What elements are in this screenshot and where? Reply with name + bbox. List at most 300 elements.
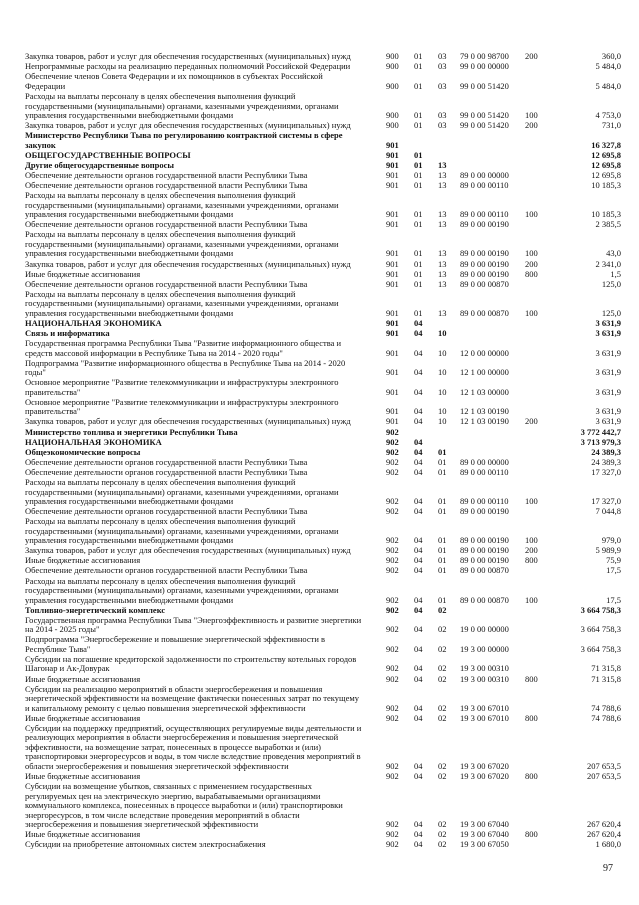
section-code: 01	[414, 80, 423, 91]
subsection-code: 10	[438, 367, 447, 378]
subsection-code: 10	[438, 327, 447, 338]
subsection-code: 02	[438, 770, 447, 781]
budget-row	[25, 605, 622, 615]
target-article-code: 19 3 00 67020	[460, 770, 509, 781]
target-article-code: 19 3 00 00310	[460, 663, 509, 674]
amount: 5 484,0	[595, 80, 621, 91]
expense-type-code: 800	[525, 712, 538, 723]
expense-type-code	[520, 279, 556, 289]
amount: 125,0	[601, 278, 621, 289]
expense-name: Государственная программа Республики Тыва "Развитие информационного общества и средств массовой информации в Республике Тыва на 2014 - 2020 годы"	[25, 338, 342, 358]
subsection-code: 03	[438, 80, 447, 91]
target-article-code: 19 3 00 67040	[460, 819, 509, 830]
subsection-code: 10	[438, 416, 447, 427]
ministry-code: 901	[386, 248, 399, 259]
subsection-code: 13	[438, 307, 447, 318]
budget-row	[25, 615, 622, 635]
ministry-code: 902	[386, 819, 399, 830]
ministry-code: 902	[386, 496, 399, 507]
target-article-code	[456, 437, 520, 447]
target-article-code: 19 3 00 67010	[460, 702, 509, 713]
section-code	[410, 131, 434, 151]
target-article-code: 89 0 00 00190	[460, 535, 509, 546]
expense-type-code: 800	[525, 268, 538, 279]
ministry-code: 901	[386, 180, 399, 191]
expense-type-code	[520, 339, 556, 359]
budget-row	[25, 684, 622, 713]
expense-name: Субсидии на поддержку предприятий, осуществляющих регулируемые виды деятельности и реализующих мероприятия в области энергосбережения и повышения энергетической эффективности, на возмещение затрат, понесенных в процессе выработки и (или) транспортировки энергоресурсов и воды, в том числе вследствие проведения мероприятий в области энергосбережения и повышения энергетической эффективности	[25, 722, 362, 771]
section-code: 04	[414, 406, 423, 417]
amount: 3 631,9	[595, 416, 621, 427]
section-code: 01	[414, 159, 423, 170]
section-code: 04	[414, 545, 423, 556]
amount: 17,5	[606, 594, 621, 605]
amount: 3 713 979,3	[580, 436, 621, 447]
expense-type-code	[520, 782, 556, 830]
ministry-code: 901	[386, 367, 399, 378]
expense-type-code: 100	[525, 110, 538, 121]
amount: 71 315,8	[591, 663, 621, 674]
ministry-code: 901	[386, 170, 399, 181]
ministry-code: 902	[386, 565, 399, 576]
target-article-code: 89 0 00 00870	[460, 278, 509, 289]
ministry-code: 902	[386, 436, 399, 447]
target-article-code: 89 0 00 00870	[460, 307, 509, 318]
subsection-code: 13	[438, 268, 447, 279]
expense-name: Топливно-энергетический комплекс	[25, 604, 166, 615]
section-code: 01	[414, 51, 423, 62]
ministry-code: 902	[386, 770, 399, 781]
expense-name: НАЦИОНАЛЬНАЯ ЭКОНОМИКА	[25, 317, 162, 328]
expense-name: Расходы на выплаты персоналу в целях обеспечения выполнения функций государственными (муниципальными) органами, казенными учреждениями, органами управления государственными внебюджетными фондами	[25, 516, 339, 546]
amount: 207 653,5	[587, 760, 621, 771]
target-article-code: 89 0 00 00000	[460, 456, 509, 467]
expense-name: Иные бюджетные ассигнования	[25, 673, 141, 684]
amount: 3 631,9	[595, 386, 621, 397]
amount: 4 753,0	[595, 110, 621, 121]
expense-name: Расходы на выплаты персоналу в целях обеспечения выполнения функций государственными (муниципальными) органами, казенными учреждениями, органами управления государственными внебюджетными фондами	[25, 477, 339, 507]
budget-row	[25, 417, 622, 427]
budget-row	[25, 674, 622, 684]
amount: 74 788,6	[591, 702, 621, 713]
expense-type-code: 200	[525, 416, 538, 427]
section-code: 04	[414, 673, 423, 684]
ministry-code: 901	[386, 219, 399, 230]
amount: 207 653,5	[587, 770, 621, 781]
ministry-code: 902	[386, 839, 399, 850]
expense-name: Обеспечение деятельности органов государственной власти Республики Тыва	[25, 180, 308, 191]
expense-name: Другие общегосударственные вопросы	[25, 159, 175, 170]
expense-name: Иные бюджетные ассигнования	[25, 712, 141, 723]
amount: 17,5	[606, 565, 621, 576]
expense-type-code: 100	[525, 307, 538, 318]
target-article-code: 79 0 00 98700	[460, 51, 509, 62]
section-code: 04	[414, 446, 423, 457]
target-article-code: 99 0 00 51420	[460, 110, 509, 121]
expense-type-code	[520, 131, 556, 151]
amount: 3 631,9	[595, 317, 621, 328]
subsection-code: 13	[438, 248, 447, 259]
expense-type-code: 100	[525, 209, 538, 220]
ministry-code: 900	[386, 120, 399, 131]
expense-name: Связь и информатика	[25, 327, 110, 338]
subsection-code: 01	[438, 545, 447, 556]
expense-name: Основное мероприятие "Развитие телекоммуникации и инфраструктуры электронного правительства"	[25, 377, 339, 397]
subsection-code: 02	[438, 829, 447, 840]
expense-name: Иные бюджетные ассигнования	[25, 268, 141, 279]
target-article-code: 99 0 00 51420	[460, 80, 509, 91]
ministry-code: 901	[386, 159, 399, 170]
section-code: 04	[414, 760, 423, 771]
ministry-code: 902	[386, 466, 399, 477]
expense-type-code: 800	[525, 555, 538, 566]
subsection-code: 01	[438, 535, 447, 546]
expense-name: Закупка товаров, работ и услуг для обеспечения государственных (муниципальных) нужд	[25, 120, 351, 131]
section-code: 01	[414, 209, 423, 220]
subsection-code: 02	[438, 624, 447, 635]
budget-row	[25, 437, 622, 447]
target-article-code: 12 1 03 00190	[460, 406, 509, 417]
ministry-code: 900	[386, 110, 399, 121]
section-code: 04	[414, 506, 423, 517]
expense-name: Расходы на выплаты персоналу в целях обеспечения выполнения функций государственными (муниципальными) органами, казенными учреждениями, органами управления государственными внебюджетными фондами	[25, 288, 339, 318]
target-article-code: 12 0 00 00000	[460, 347, 509, 358]
amount: 12 695,8	[591, 149, 621, 160]
amount: 17 327,0	[591, 466, 621, 477]
amount: 731,0	[601, 120, 621, 131]
expense-name: Обеспечение деятельности органов государственной власти Республики Тыва	[25, 506, 308, 517]
expense-name: Общеэкономические вопросы	[25, 446, 141, 457]
amount: 3 664 758,3	[580, 624, 621, 635]
subsection-code: 13	[438, 278, 447, 289]
ministry-code: 901	[386, 347, 399, 358]
section-code: 01	[414, 219, 423, 230]
expense-name: Обеспечение деятельности органов государственной власти Республики Тыва	[25, 219, 308, 230]
expense-type-code	[520, 458, 556, 468]
expense-type-code	[520, 566, 556, 576]
target-article-code	[456, 605, 520, 615]
subsection-code: 01	[438, 565, 447, 576]
section-code: 01	[414, 268, 423, 279]
expense-type-code: 100	[525, 594, 538, 605]
section-code: 01	[414, 258, 423, 269]
target-article-code: 19 3 00 00310	[460, 673, 509, 684]
expense-name: Субсидии на реализацию мероприятий в области энергосбережения и повышения энергетической эффективности на возмещение фактически понесенных затрат по текущему и капитальному ремонту с целью повышения энергетической эффективности	[25, 683, 359, 713]
subsection-code: 01	[438, 496, 447, 507]
expense-type-code	[520, 72, 556, 92]
ministry-code: 900	[386, 80, 399, 91]
section-code: 04	[414, 839, 423, 850]
budget-row	[25, 427, 622, 437]
expense-name: Непрограммные расходы на реализацию переданных полномочий Российской Федерации	[25, 61, 351, 72]
target-article-code	[456, 151, 520, 161]
amount: 2 385,5	[595, 219, 621, 230]
budget-row	[25, 655, 622, 675]
expense-name: Обеспечение деятельности органов государственной власти Республики Тыва	[25, 278, 308, 289]
section-code: 01	[414, 180, 423, 191]
expense-name: Министерство Республики Тыва по регулированию контрактной системы в сфере закупок	[25, 130, 343, 150]
subsection-code	[434, 131, 456, 151]
amount: 75,9	[606, 555, 621, 566]
subsection-code: 13	[438, 258, 447, 269]
amount: 24 389,3	[591, 456, 621, 467]
section-code: 04	[414, 565, 423, 576]
subsection-code: 10	[438, 406, 447, 417]
expense-type-code	[520, 161, 556, 171]
amount: 3 631,9	[595, 406, 621, 417]
subsection-code: 01	[438, 466, 447, 477]
target-article-code: 89 0 00 00190	[460, 258, 509, 269]
expense-name: Субсидии на погашение кредиторской задолженности по строительству котельных городов Шагонар и Ак-Довурак	[25, 653, 357, 674]
section-code: 01	[414, 120, 423, 131]
subsection-code: 02	[438, 663, 447, 674]
amount: 979,0	[601, 535, 621, 546]
subsection-code: 02	[438, 673, 447, 684]
section-code: 04	[414, 386, 423, 397]
budget-row	[25, 478, 622, 507]
expense-name: Закупка товаров, работ и услуг для обеспечения государственных (муниципальных) нужд	[25, 258, 351, 269]
section-code: 04	[414, 770, 423, 781]
amount: 12 695,8	[591, 170, 621, 181]
budget-row	[25, 398, 622, 418]
target-article-code	[456, 427, 520, 437]
subsection-code: 02	[438, 702, 447, 713]
ministry-code: 902	[386, 702, 399, 713]
expense-type-code	[520, 655, 556, 675]
target-article-code: 89 0 00 00190	[460, 555, 509, 566]
target-article-code: 12 1 03 00000	[460, 386, 509, 397]
subsection-code	[434, 437, 456, 447]
expense-name: Обеспечение деятельности органов государственной власти Республики Тыва	[25, 466, 308, 477]
expense-type-code	[520, 635, 556, 655]
budget-row	[25, 635, 622, 655]
ministry-code: 902	[386, 663, 399, 674]
section-code: 04	[414, 819, 423, 830]
section-code: 04	[414, 317, 423, 328]
section-code: 01	[414, 278, 423, 289]
ministry-code: 900	[386, 51, 399, 62]
section-code: 04	[414, 416, 423, 427]
amount: 1,5	[610, 268, 621, 279]
expense-type-code	[520, 507, 556, 517]
target-article-code: 19 0 00 00000	[460, 624, 509, 635]
subsection-code: 01	[438, 456, 447, 467]
budget-row	[25, 517, 622, 546]
budget-row	[25, 131, 622, 151]
section-code: 04	[414, 535, 423, 546]
expense-name: Основное мероприятие "Развитие телекоммуникации и инфраструктуры электронного правительства"	[25, 396, 339, 417]
amount: 10 185,3	[591, 180, 621, 191]
ministry-code: 902	[386, 673, 399, 684]
expense-type-code	[520, 329, 556, 339]
expense-type-code: 100	[525, 535, 538, 546]
ministry-code: 902	[386, 594, 399, 605]
amount: 74 788,6	[591, 712, 621, 723]
amount: 7 044,8	[595, 506, 621, 517]
budget-row	[25, 290, 622, 319]
expense-name: Подпрограмма "Развитие информационного общества в Республике Тыва на 2014 - 2020 годы"	[25, 357, 346, 378]
section-code: 04	[414, 555, 423, 566]
ministry-code: 902	[386, 506, 399, 517]
expense-type-code	[520, 181, 556, 191]
target-article-code: 19 3 00 67020	[460, 760, 509, 771]
target-article-code: 89 0 00 00870	[460, 594, 509, 605]
section-code: 04	[414, 712, 423, 723]
ministry-code: 902	[386, 446, 399, 457]
amount: 5 989,9	[595, 545, 621, 556]
ministry-code: 901	[386, 416, 399, 427]
budget-row	[25, 92, 622, 121]
amount: 24 389,3	[591, 446, 621, 457]
ministry-code: 902	[386, 555, 399, 566]
target-article-code: 89 0 00 00110	[460, 496, 509, 507]
expense-name: Закупка товаров, работ и услуг для обеспечения государственных (муниципальных) нужд	[25, 416, 351, 427]
target-article-code: 89 0 00 00190	[460, 506, 509, 517]
subsection-code: 03	[438, 51, 447, 62]
section-code: 01	[414, 248, 423, 259]
amount: 267 620,4	[587, 829, 621, 840]
target-article-code: 89 0 00 00110	[460, 466, 509, 477]
expense-name: Государственная программа Республики Тыва "Энергоэффективность и развитие энергетики на 2014 - 2025 годы"	[25, 614, 362, 635]
target-article-code: 19 3 00 00000	[460, 643, 509, 654]
budget-row	[25, 339, 622, 359]
expense-type-code: 200	[525, 120, 538, 131]
ministry-code: 901	[386, 258, 399, 269]
ministry-code: 902	[386, 760, 399, 771]
ministry-code: 901	[386, 139, 399, 150]
expense-type-code	[520, 319, 556, 329]
expense-name: Министерство топлива и энергетики Республики Тыва	[25, 426, 238, 437]
budget-row	[25, 782, 622, 830]
target-article-code: 89 0 00 00190	[460, 545, 509, 556]
expense-name: Расходы на выплаты персоналу в целях обеспечения выполнения функций государственными (муниципальными) органами, казенными учреждениями, органами управления государственными внебюджетными фондами	[25, 575, 339, 605]
ministry-code: 901	[386, 406, 399, 417]
section-code: 04	[414, 643, 423, 654]
section-code: 04	[414, 604, 423, 615]
section-code: 04	[414, 456, 423, 467]
target-article-code: 19 3 00 67050	[460, 839, 509, 850]
target-article-code: 89 0 00 00000	[460, 170, 509, 181]
expense-type-code: 200	[525, 258, 538, 269]
expense-name: Подпрограмма "Энергосбережение и повышение энергетической эффективности в Республике Тыва"	[25, 634, 326, 654]
target-article-code: 19 3 00 67010	[460, 712, 509, 723]
subsection-code: 03	[438, 110, 447, 121]
section-code: 01	[414, 61, 423, 72]
amount: 3 631,9	[595, 327, 621, 338]
budget-row	[25, 840, 622, 850]
section-code: 01	[414, 110, 423, 121]
ministry-code: 902	[386, 426, 399, 437]
ministry-code: 901	[386, 278, 399, 289]
expense-type-code	[520, 615, 556, 635]
subsection-code: 03	[438, 61, 447, 72]
section-code: 04	[414, 594, 423, 605]
expense-name: НАЦИОНАЛЬНАЯ ЭКОНОМИКА	[25, 436, 162, 447]
subsection-code: 02	[438, 604, 447, 615]
expense-type-code	[520, 398, 556, 418]
expense-type-code	[520, 724, 556, 772]
budget-row	[25, 279, 622, 289]
target-article-code: 89 0 00 00190	[460, 219, 509, 230]
amount: 267 620,4	[587, 819, 621, 830]
ministry-code: 902	[386, 712, 399, 723]
target-article-code: 89 0 00 00110	[460, 180, 509, 191]
expense-name: Закупка товаров, работ и услуг для обеспечения государственных (муниципальных) нужд	[25, 545, 351, 556]
amount: 3 772 442,7	[580, 426, 621, 437]
expense-type-code	[520, 437, 556, 447]
ministry-code: 902	[386, 624, 399, 635]
section-code: 04	[414, 624, 423, 635]
amount: 12 695,8	[591, 159, 621, 170]
budget-row	[25, 576, 622, 605]
ministry-code: 901	[386, 209, 399, 220]
subsection-code: 13	[438, 159, 447, 170]
expense-type-code: 800	[525, 770, 538, 781]
expense-type-code	[520, 358, 556, 378]
section-code: 01	[414, 307, 423, 318]
target-article-code: 89 0 00 00870	[460, 565, 509, 576]
expense-type-code: 200	[525, 545, 538, 556]
subsection-code: 13	[438, 180, 447, 191]
budget-row	[25, 269, 622, 279]
expense-type-code: 800	[525, 673, 538, 684]
section-code: 04	[414, 466, 423, 477]
amount: 3 664 758,3	[580, 604, 621, 615]
subsection-code: 13	[438, 219, 447, 230]
expense-type-code	[520, 378, 556, 398]
ministry-code: 901	[386, 327, 399, 338]
expense-type-code: 800	[525, 829, 538, 840]
section-code: 01	[414, 149, 423, 160]
expense-type-code	[520, 684, 556, 713]
amount: 360,0	[601, 51, 621, 62]
subsection-code: 02	[438, 760, 447, 771]
target-article-code: 99 0 00 00000	[460, 61, 509, 72]
amount: 3 631,9	[595, 367, 621, 378]
subsection-code: 10	[438, 347, 447, 358]
amount: 43,0	[606, 248, 621, 259]
ministry-code: 902	[386, 456, 399, 467]
subsection-code: 03	[438, 120, 447, 131]
target-article-code: 12 1 00 00000	[460, 367, 509, 378]
section-code: 04	[414, 829, 423, 840]
target-article-code: 89 0 00 00110	[460, 209, 509, 220]
section-code	[410, 427, 434, 437]
amount: 17 327,0	[591, 496, 621, 507]
ministry-code: 901	[386, 268, 399, 279]
target-article-code: 89 0 00 00190	[460, 248, 509, 259]
subsection-code: 13	[438, 170, 447, 181]
amount: 10 185,3	[591, 209, 621, 220]
expense-name: Расходы на выплаты персоналу в целях обеспечения выполнения функций государственными (муниципальными) органами, казенными учреждениями, органами управления государственными внебюджетными фондами	[25, 229, 339, 259]
expense-type-code	[520, 605, 556, 615]
expense-name: Иные бюджетные ассигнования	[25, 770, 141, 781]
subsection-code: 10	[438, 386, 447, 397]
subsection-code: 01	[438, 555, 447, 566]
section-code: 04	[414, 347, 423, 358]
amount: 125,0	[601, 307, 621, 318]
amount: 3 664 758,3	[580, 643, 621, 654]
expense-type-code	[520, 151, 556, 161]
budget-row	[25, 191, 622, 220]
target-article-code	[456, 131, 520, 151]
expense-type-code: 100	[525, 496, 538, 507]
budget-row	[25, 230, 622, 259]
section-code: 04	[414, 327, 423, 338]
expense-name: Иные бюджетные ассигнования	[25, 555, 141, 566]
ministry-code: 901	[386, 317, 399, 328]
section-code: 04	[414, 496, 423, 507]
